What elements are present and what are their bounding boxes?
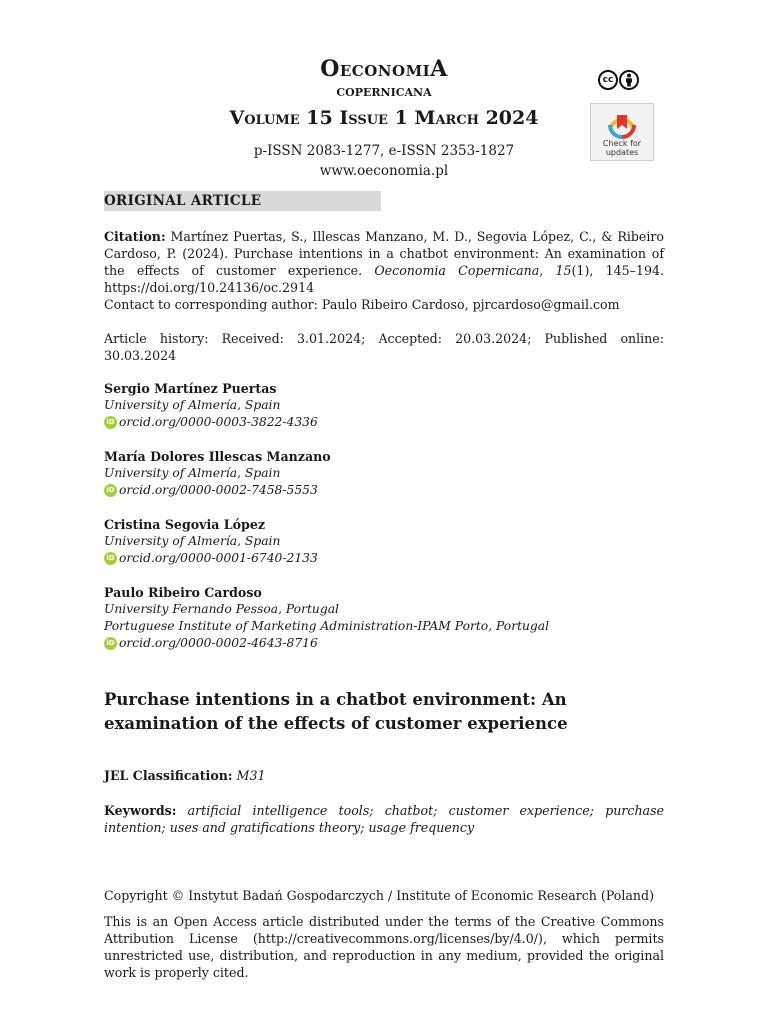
- jel-label: JEL Classification:: [104, 768, 233, 783]
- cc-by-icon[interactable]: [598, 70, 639, 90]
- crossmark-icon: [606, 107, 638, 139]
- orcid-icon: iD: [104, 484, 117, 497]
- citation-journal: Oeconomia Copernicana, 15: [374, 263, 572, 278]
- jel-value: M31: [236, 768, 266, 783]
- author-orcid[interactable]: [104, 415, 318, 429]
- journal-website-link[interactable]: www.oeconomia.pl: [319, 163, 449, 179]
- orcid-link[interactable]: orcid.org/0000-0002-7458-5553: [119, 483, 318, 497]
- orcid-icon: iD: [104, 552, 117, 565]
- citation-paragraph: [104, 228, 664, 296]
- author-affiliation: University of Almería, Spain: [104, 398, 281, 412]
- jel-classification: [104, 767, 664, 784]
- article-type-label: ORIGINAL ARTICLE: [104, 193, 262, 209]
- keywords-label: Keywords:: [104, 803, 177, 818]
- issn-line: p-ISSN 2083-1277, e-ISSN 2353-1827: [253, 143, 515, 159]
- journal-subtitle: copernicana: [336, 82, 432, 100]
- author-orcid[interactable]: [104, 636, 318, 650]
- keywords-value: artificial intelligence tools; chatbot; customer experience; purchase intention; uses and gratifications theory; usage frequency: [104, 803, 664, 835]
- orcid-icon: iD: [104, 637, 117, 650]
- orcid-icon: iD: [104, 416, 117, 429]
- keywords: [104, 802, 664, 836]
- check-for-updates-badge[interactable]: [590, 103, 654, 161]
- author-affiliation: University Fernando Pessoa, Portugal: [104, 602, 339, 616]
- copyright-notice: Copyright © Instytut Badań Gospodarczych / Institute of Economic Research (Poland): [104, 888, 654, 903]
- corresponding-contact: Contact to corresponding author: Paulo Ribeiro Cardoso, pjrcardoso@gmail.com: [104, 297, 620, 312]
- author-name: María Dolores Illescas Manzano: [104, 449, 331, 464]
- license-notice: This is an Open Access article distributed under the terms of the Creative Commons Attribution License (http://creativecommons.org/licenses/by/4.0/), which permits unrestricted use, distribution, and reproduction in any medium, provided the original work is properly cited.: [104, 914, 664, 980]
- author-affiliation: University of Almería, Spain: [104, 534, 281, 548]
- journal-name: OeconomiA: [320, 56, 448, 82]
- orcid-link[interactable]: orcid.org/0000-0001-6740-2133: [119, 551, 318, 565]
- citation-doi[interactable]: (1), 145–194. https://doi.org/10.24136/oc.2914: [104, 263, 664, 295]
- attribution-person-icon: [619, 70, 639, 90]
- article-title: Purchase intentions in a chatbot environment: An examination of the effects of customer experience: [104, 690, 568, 733]
- cc-icon: cc: [598, 70, 618, 90]
- volume-issue-line: Volume 15 Issue 1 March 2024: [229, 107, 539, 129]
- orcid-link[interactable]: orcid.org/0000-0003-3822-4336: [119, 415, 318, 429]
- author-affiliation: University of Almería, Spain: [104, 466, 281, 480]
- author-orcid[interactable]: [104, 551, 318, 565]
- citation-text: Martínez Puertas, S., Illescas Manzano, M. D., Segovia López, C., & Ribeiro Cardoso, P. (2024). Purchase intentions in a chatbot environment: An examination of the effects of customer experience.: [104, 229, 664, 278]
- author-name: Sergio Martínez Puertas: [104, 381, 277, 396]
- author-orcid[interactable]: [104, 483, 318, 497]
- check-for-updates-label: Check for updates: [602, 139, 642, 157]
- author-name: Paulo Ribeiro Cardoso: [104, 585, 262, 600]
- author-affiliation: Portuguese Institute of Marketing Administration-IPAM Porto, Portugal: [104, 619, 550, 633]
- author-name: Cristina Segovia López: [104, 517, 266, 532]
- article-history: Article history: Received: 3.01.2024; Accepted: 20.03.2024; Published online: 30.03.2024: [104, 331, 664, 363]
- citation-label: Citation:: [104, 229, 166, 244]
- orcid-link[interactable]: orcid.org/0000-0002-4643-8716: [119, 636, 318, 650]
